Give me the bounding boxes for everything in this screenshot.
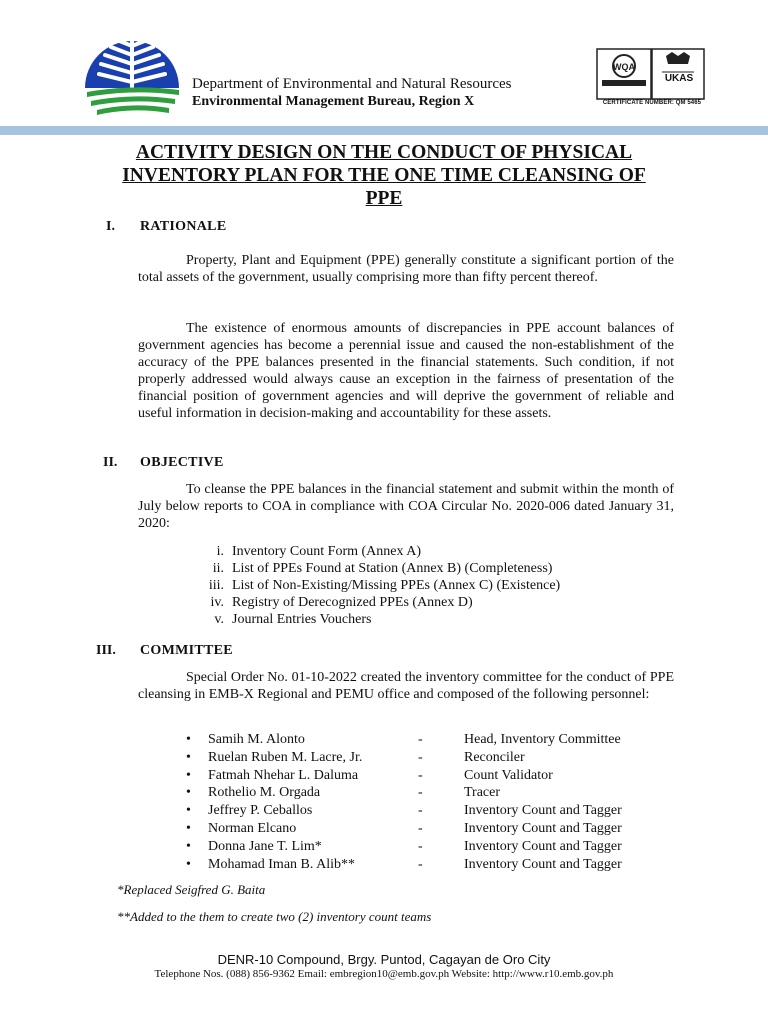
list-item: i. Inventory Count Form (Annex A) (216, 544, 421, 559)
section-title-committee: COMMITTEE (140, 643, 233, 658)
title-line-2: INVENTORY PLAN FOR THE ONE TIME CLEANSING OF (122, 165, 646, 186)
objective-paragraph: To cleanse the PPE balances in the financial statement and submit within the month of July below reports to COA in compliance with COA Circular No. 2020-006 dated January 31, 2020: (138, 482, 674, 531)
svg-text:WQA: WQA (613, 62, 635, 72)
footer-address: DENR-10 Compound, Brgy. Puntod, Cagayan de Oro City (217, 952, 551, 967)
table-row: • Ruelan Ruben M. Lacre, Jr. - Reconciler (186, 749, 525, 765)
section-number-objective: II. (103, 455, 118, 470)
document-title (96, 141, 672, 210)
org-name: Department of Environmental and Natural Resources (192, 76, 512, 92)
section-title-objective: OBJECTIVE (140, 455, 224, 470)
table-row: • Samih M. Alonto - Head, Inventory Committee (186, 732, 621, 747)
certificate-number: CERTIFICATE NUMBER: QM 5465 (602, 100, 702, 106)
org-subname: Environmental Management Bureau, Region X (192, 94, 475, 109)
list-item: ii. List of PPEs Found at Station (Annex B) (Completeness) (212, 561, 553, 576)
committee-paragraph: Special Order No. 01-10-2022 created the inventory committee for the conduct of PPE cleansing in EMB-X Regional and PEMU office and composed of the following personnel: (138, 670, 674, 702)
table-row: • Jeffrey P. Ceballos - Inventory Count and Tagger (186, 803, 622, 819)
table-row: • Mohamad Iman B. Alib** - Inventory Count and Tagger (186, 856, 622, 872)
rationale-paragraph-1: Property, Plant and Equipment (PPE) generally constitute a significant portion of the total assets of the government, usually comprising more than fifty percent thereof. (138, 253, 674, 285)
rationale-paragraph-2: The existence of enormous amounts of discrepancies in PPE account balances of government agencies has become a perennial issue and caused the non-establishment of the accuracy of the PPE balances presented in the financial statements. Such condition, if not properly addressed would always cause an exception in the fairness of presentation of the financial position of government agencies and will deprive the government of reliable and useful information in decision-making and accountability for these assets. (138, 321, 674, 421)
table-row: • Donna Jane T. Lim* - Inventory Count and Tagger (186, 838, 622, 854)
footnote-replaced: *Replaced Seigfred G. Baita (117, 882, 266, 897)
section-number-rationale: I. (106, 219, 115, 234)
footer-contact: Telephone Nos. (088) 856-9362 Email: embregion10@emb.gov.ph Website: http://www.r10.emb.gov.ph (154, 968, 614, 980)
objective-report-list (186, 543, 560, 628)
table-row: • Rothelio M. Orgada - Tracer (186, 785, 501, 801)
section-number-committee: III. (96, 643, 116, 658)
list-item: iv. Registry of Derecognized PPEs (Annex D) (210, 595, 473, 610)
table-row: • Norman Elcano - Inventory Count and Tagger (186, 820, 622, 836)
title-line-3: PPE (365, 188, 403, 209)
title-line-1: ACTIVITY DESIGN ON THE CONDUCT OF PHYSICAL (135, 142, 633, 163)
cert-registered-label: REGISTERED (610, 86, 637, 91)
list-item: v. Journal Entries Vouchers (214, 612, 372, 627)
denr-tree-logo-icon (83, 30, 181, 127)
cert-ukas-label: UKAS (664, 73, 694, 84)
list-item: iii. List of Non-Existing/Missing PPEs (Annex C) (Existence) (208, 578, 561, 593)
table-row: • Fatmah Nhehar L. Daluma - Count Validator (186, 767, 553, 783)
section-title-rationale: RATIONALE (140, 219, 227, 234)
footnote-added: **Added to the them to create two (2) inventory count teams (117, 909, 432, 924)
header-divider-bar (0, 126, 768, 135)
committee-member-list (186, 731, 666, 873)
iso-ukas-certification-icon (596, 48, 706, 106)
